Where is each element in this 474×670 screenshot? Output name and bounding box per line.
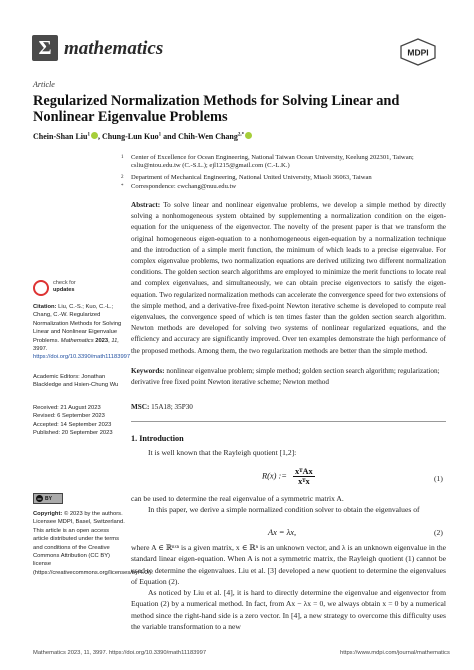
paragraph: As noticed by Liu et al. [4], it is hard to directly determine the eigenvalue and eigenvector from Equation (2) by a numerical method. In fact, from Ax − λx = 0, we always obtain x = 0 by a numerical method since the right-hand side is a zero vector. In [4], a new strategy to overcome this difficulty uses the variable transformation to a new xyxy=(131,588,446,632)
paragraph: In this paper, we derive a simple normalized condition solver to obtain the eigenvalues of xyxy=(148,505,420,514)
abstract: Abstract: To solve linear and nonlinear eigenvalue problems, we develop a simple method by directly solving a nonhomogeneous system obtained by supplementing a normalization condition on the eigen-equation for the uniqueness of the eigenvector. The novelty of the present paper is that we transform the original homogeneous eigen-equation to a nonhomogeneous eigen-equation by a normalization technique and the introduction of a simple merit function, the minimum of which leads to a precise eigenvalue. For complex eigenvalue problems, two normalization equations are derived utilizing two different normalization conditions. The golden section search algorithms are employed to minimize the merit functions to locate real and complex eigenvalues, and simultaneously, we can obtain precise eigenvectors to satisfy the eigen-equation. Two regularized normalization methods can accelerate the convergence speed for two extensions of the simple method, and a derivative-free fixed-point Newton iterative scheme is developed to compute real eigenvalues, the convergence speed of which is ten times faster than the golden section search algorithm. Newton methods are developed for solving two systems of nonlinear regularized equations, and the efficiency and accuracy are significantly improved. Over ten examples demonstrate the high performance of the proposed methods. Among them, the two regularization methods are better than the simple method. xyxy=(131,201,447,355)
check-for-updates-button[interactable]: check for updates xyxy=(53,280,76,293)
academic-editors: Academic Editors: Jonathan Blackledge and Hsien-Chung Wu xyxy=(33,374,119,389)
author-list: Chein-Shan Liu$^1$ , Chung-Lun Kuo$^1$ and Chih-Wen Chang$^{2,*}$ xyxy=(33,132,443,141)
paragraph: It is well known that the Rayleigh quotient [1,2]: xyxy=(148,448,297,457)
author-name: Chung-Lun Kuo xyxy=(101,132,159,141)
equation-2: Ax = λx, xyxy=(268,528,297,537)
orcid-icon[interactable] xyxy=(245,132,252,139)
author-name: Chih-Wen Chang xyxy=(178,132,238,141)
divider xyxy=(131,421,446,422)
citation-doi-link[interactable]: https://doi.org/10.3390/math11183997 xyxy=(33,354,131,361)
affiliation-1: 1 Center of Excellence for Ocean Engineering, National Taiwan Ocean University, Keelung 202301, Taiwan; csliu@ntou.edu.tw (C.-S.L.); ejl1215@gmail.com (C.-L.K.) xyxy=(121,154,414,170)
sigma-icon: Σ xyxy=(38,37,52,59)
journal-logo xyxy=(32,35,58,61)
paper-title: Regularized Normalization Methods for Solving Linear and Nonlinear Eigenvalue Problems xyxy=(33,93,400,125)
dates: Received: 21 August 2023 Revised: 6 September 2023 Accepted: 14 September 2023 Published: 20 September 2023 xyxy=(33,405,113,437)
citation: Citation: Liu, C.-S.; Kuo, C.-L.; Chang, C.-W. Regularized Normalization Methods for Solving Linear and Nonlinear Eigenvalue Problems. Mathematics 2023, 11, 3997. https://doi.org/10.3390/math11183997 xyxy=(33,304,131,361)
footer-citation: Mathematics 2023, 11, 3997. https://doi.org/10.3390/math11183997 xyxy=(33,650,207,656)
affiliation-2: 2 Department of Mechanical Engineering, National United University, Miaoli 36063, Taiwan xyxy=(121,174,372,181)
equation-number: (1) xyxy=(434,474,443,483)
keywords: Keywords: nonlinear eigenvalue problem; simple method; golden section search algorithm; regularization; derivative free fixed point Newton iterative scheme; Newton method xyxy=(131,367,440,386)
cc-by-license-icon[interactable]: cc BY xyxy=(33,493,63,504)
check-for-updates-icon[interactable] xyxy=(33,280,49,296)
mdpi-logo-icon xyxy=(399,38,437,66)
msc-codes: MSC: 15A18; 35P30 xyxy=(131,403,193,411)
journal-name: mathematics xyxy=(64,38,164,59)
equation-1: R(x) := xᵀAx xᵀx xyxy=(262,467,313,486)
orcid-icon[interactable] xyxy=(91,132,98,139)
equation-number: (2) xyxy=(434,528,443,537)
journal-url-link[interactable]: https://www.mdpi.com/journal/mathematics xyxy=(340,650,450,656)
section-heading: 1. Introduction xyxy=(131,434,184,443)
copyright: Copyright: © 2023 by the authors. Licensee MDPI, Basel, Switzerland. This article is an open access article distributed under the terms and conditions of the Creative Commons Attribution (CC BY) license (https://creativecommons.org/licenses/by/4.0/). xyxy=(33,511,153,576)
publisher-name: MDPI xyxy=(407,47,429,58)
article-type: Article xyxy=(33,80,55,89)
paragraph: can be used to determine the real eigenvalue of a symmetric matrix A. xyxy=(131,494,344,503)
author-name: Chein-Shan Liu xyxy=(33,132,88,141)
paragraph: where A ∈ ℝⁿˣⁿ is a given matrix, x ∈ ℝⁿ is an unknown vector, and λ is an unknown eigenvalue in the standard linear eigen-equation. When A is not a symmetric matrix, the Rayleigh quotient (1) cannot be used to determine the eigenvalues. Liu et al. [3] developed a new quotient to determine the eigenvalues of Equation (2). xyxy=(131,543,446,587)
correspondence: * Correspondence: cwchang@nuu.edu.tw xyxy=(121,183,237,190)
